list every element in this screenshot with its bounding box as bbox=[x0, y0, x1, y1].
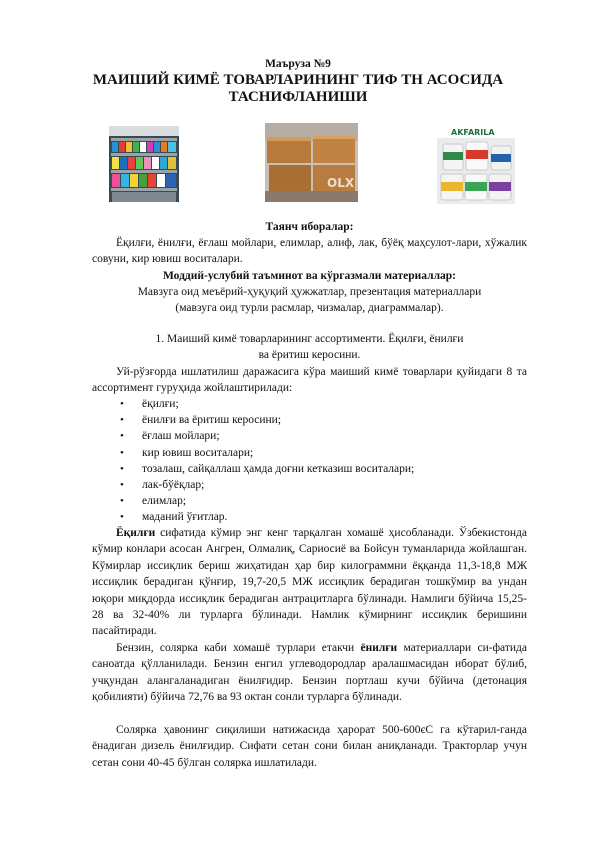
fuel-paragraph-text: сифатида кўмир энг кенг тарқалган хомашё ҳисобланади. Ўзбекистонда кўмир конлари асосан Ангрен, Олмалиқ, Сариосиё ва Бойсун туманларида жойлашган. Кўмирлар иссиқлик бериш жиҳатидан ҳар бир килограммни ёққанда 11,3-18,8 МЖ иссиқлик берадиган қўнғир, 19,7-20,5 МЖ иссиқлик берадиган тошкўмир ва ундан юқори миқдорда иссиқлик берадиган антрацитларга бўлинади. Намлиги бўйича 15,25-28 ва 32-40% ли турларга бўлинади. Намлик кўмирнинг иссиқлик беришини пасайтиради. bbox=[92, 527, 527, 638]
list-item bbox=[92, 493, 527, 509]
title-line-2: ТАСНИФЛАНИШИ bbox=[228, 89, 368, 105]
fuel-term: Ёқилғи bbox=[116, 527, 156, 539]
lecture-number: Маъруза №9 bbox=[265, 58, 331, 70]
list-item bbox=[92, 396, 527, 412]
list-item bbox=[92, 428, 527, 444]
list-item-text: ёғлаш мойлари; bbox=[142, 430, 220, 443]
petrol-paragraph bbox=[92, 640, 527, 706]
keywords-heading: Таянч иборалар: bbox=[265, 221, 354, 233]
assortment-list bbox=[92, 396, 527, 526]
soap-bars-photo bbox=[265, 123, 358, 202]
section-heading-line-2: ва ёритиш керосини. bbox=[258, 349, 361, 361]
list-item-text: ёнилғи ва ёритиш керосини; bbox=[142, 414, 282, 427]
olx-watermark: OLX bbox=[327, 176, 355, 190]
list-item bbox=[92, 445, 527, 461]
petrol-text-before: Бензин, солярка каби хомашё турлари етакчи bbox=[116, 642, 361, 654]
list-item bbox=[92, 461, 527, 477]
list-item bbox=[92, 477, 527, 493]
list-item bbox=[92, 509, 527, 525]
keywords-text: Ёқилғи, ёнилғи, ёғлаш мойлари, елимлар, алиф, лак, бўёқ маҳсулот-лари, хўжалик совуни, кир ювиш воситалари. bbox=[92, 237, 527, 266]
bullet: • bbox=[120, 398, 124, 410]
list-item-text: кир ювиш воситалари; bbox=[142, 446, 254, 459]
list-item-text: ёқилғи; bbox=[142, 398, 179, 410]
list-item bbox=[92, 412, 527, 428]
bullet: • bbox=[120, 511, 124, 524]
materials-line-1: Мавзуга оид меъёрий-ҳуқуқий ҳужжатлар, презентация материаллари bbox=[137, 286, 482, 298]
materials-line-2: (мавзуга оид турли расмлар, чизмалар, диаграммалар). bbox=[175, 302, 444, 314]
list-item-text: тозалаш, сайқаллаш ҳамда доғни кетказиш воситалари; bbox=[142, 462, 415, 475]
section-heading-line-1: 1. Маиший кимё товарларининг ассортименти. Ёқилғи, ёнилғи bbox=[155, 333, 464, 345]
paint-cans-photo bbox=[437, 124, 515, 204]
petrol-text-after: материаллари си-фатида саноатда қўлланилади. Бензин енгил углеводородлар аралашмасидан иборат бўлиб, учқундан алангаланадиган ёнилғидир. Бензин портлаш кучи бўйича (детонация қобилияти) бўйича 72,76 ва 93 октан сонли турларга бўлинади. bbox=[92, 642, 527, 704]
title-line-1: МАИШИЙ КИМЁ ТОВАРЛАРИНИНГ ТИФ ТН АСОСИДА bbox=[92, 72, 504, 88]
bullet: • bbox=[120, 462, 124, 475]
intro-paragraph: Уй-рўзғорда ишлатилиш даражасига кўра маиший кимё товарлари қуйидаги 8 та ассортимент гуруҳида жойлаштирилади: bbox=[92, 366, 527, 395]
bullet: • bbox=[120, 414, 124, 427]
fuel-paragraph bbox=[92, 525, 527, 640]
materials-heading: Моддий-услубий таъминот ва кўргазмали материаллар: bbox=[162, 270, 457, 282]
store-shelves-photo bbox=[109, 126, 179, 202]
list-item-text: маданий ўғитлар. bbox=[142, 511, 228, 524]
bullet: • bbox=[120, 446, 124, 459]
bullet: • bbox=[120, 430, 124, 443]
list-item-text: елимлар; bbox=[142, 495, 187, 508]
diesel-paragraph: Солярка ҳавонинг сиқилиши натижасида ҳарорат 500-600єС га кўтарил-ганда ёнадиган дизель ёнилғидир. Сифати сетан сони билан аниқланади. Тракторлар учун сетан сони 40-45 бўлган солярка ишлатилади. bbox=[92, 724, 527, 769]
fuel-material-term: ёнилғи bbox=[360, 642, 398, 654]
akfarila-logo: AKFARILA bbox=[451, 128, 495, 137]
list-item-text: лак-бўёқлар; bbox=[142, 478, 205, 491]
bullet: • bbox=[120, 495, 124, 508]
page-title bbox=[70, 72, 526, 106]
bullet: • bbox=[120, 478, 124, 491]
